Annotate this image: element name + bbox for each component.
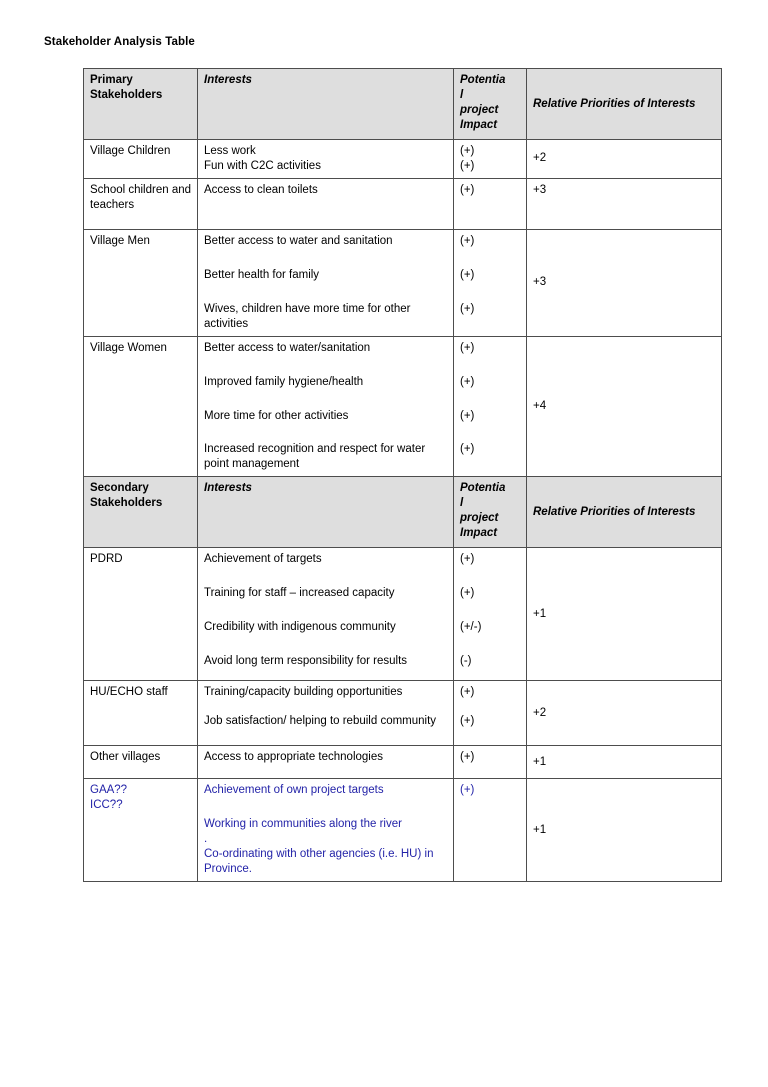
stakeholder-label: Village Children [90, 145, 171, 157]
impact-value: (+) [460, 302, 475, 315]
header-impact-line-1: Potentia [460, 482, 506, 495]
interest-item: Credibility with indigenous community [204, 621, 396, 634]
impact-value: (+) [460, 234, 475, 247]
row-impacts [454, 140, 527, 179]
row-stakeholder: Village Men [84, 229, 198, 336]
interest-item: . [204, 833, 208, 846]
row-impacts [454, 746, 527, 779]
row-impacts [454, 229, 527, 336]
row-stakeholder: Other villages [84, 746, 198, 779]
interest-item: Achievement of targets [204, 553, 322, 566]
stakeholder-label: GAA?? [90, 784, 128, 797]
interest-item: Increased recognition and respect for water point management [204, 443, 426, 471]
header-impact-line-4: Impact [460, 118, 498, 131]
row-interests [198, 178, 454, 229]
impact-value: (+) [460, 751, 475, 764]
header-secondary-relative: Relative Priorities of Interests [527, 477, 722, 548]
impact-value: (+) [460, 145, 475, 157]
impact-value: (+/-) [460, 621, 482, 634]
row-impacts [454, 681, 527, 746]
table-row [84, 548, 722, 681]
interest-item: Co-ordinating with other agencies (i.e. HU) in Province. [204, 848, 434, 876]
header-secondary-interests: Interests [198, 477, 454, 548]
stakeholder-analysis-table [83, 68, 722, 882]
impact-value: (-) [460, 655, 472, 668]
row-interests [198, 779, 454, 882]
header-impact-line-3: project [460, 512, 499, 525]
impact-value: (+) [460, 183, 475, 196]
row-priority: +3 [527, 229, 722, 336]
row-stakeholder [84, 779, 198, 882]
impact-value: (+) [460, 553, 475, 566]
impact-value: (+) [460, 409, 475, 422]
stakeholder-label: ICC?? [90, 799, 123, 812]
header-impact-line-3: project [460, 103, 499, 116]
header-primary-relative: Relative Priorities of Interests [527, 69, 722, 140]
header-secondary-impact [454, 477, 527, 548]
row-impacts [454, 779, 527, 882]
header-impact-line-2: l [460, 497, 464, 510]
impact-value: (+) [460, 375, 475, 388]
header-impact-line-4: Impact [460, 527, 498, 540]
impact-value: (+) [460, 686, 475, 699]
impact-value: (+) [460, 784, 475, 797]
row-interests [198, 229, 454, 336]
row-interests [198, 548, 454, 681]
interest-item: Wives, children have more time for other activities [204, 302, 411, 330]
impact-value: (+) [460, 715, 475, 728]
interest-item: Access to appropriate technologies [204, 751, 383, 764]
row-priority: +3 [527, 178, 722, 229]
impact-value: (+) [460, 443, 475, 456]
page-title: Stakeholder Analysis Table [44, 36, 195, 48]
row-priority: +1 [527, 548, 722, 681]
table-row [84, 140, 722, 179]
interest-item: Improved family hygiene/health [204, 375, 364, 388]
row-priority: +2 [527, 681, 722, 746]
table-row [84, 746, 722, 779]
interest-item: Training for staff – increased capacity [204, 587, 395, 600]
row-interests [198, 746, 454, 779]
row-priority: +2 [527, 140, 722, 179]
interest-item: More time for other activities [204, 409, 349, 422]
row-priority: +1 [527, 779, 722, 882]
interest-item: Achievement of own project targets [204, 784, 384, 797]
interest-item: Less work [204, 145, 256, 157]
row-impacts [454, 336, 527, 477]
header-primary-impact [454, 69, 527, 140]
table-header-primary [84, 69, 722, 140]
header-secondary-stakeholders: Secondary Stakeholders [84, 477, 198, 548]
table-row [84, 681, 722, 746]
row-stakeholder [84, 140, 198, 179]
interest-item: Better access to water/sanitation [204, 341, 371, 354]
interest-item: Fun with C2C activities [204, 159, 321, 172]
impact-value: (+) [460, 341, 475, 354]
interest-item: Better access to water and sanitation [204, 234, 393, 247]
row-priority: +4 [527, 336, 722, 477]
row-interests [198, 681, 454, 746]
impact-value: (+) [460, 159, 475, 172]
row-stakeholder: School children and teachers [84, 178, 198, 229]
table-row [84, 229, 722, 336]
interest-item: Better health for family [204, 268, 320, 281]
interest-item: Job satisfaction/ helping to rebuild community [204, 715, 437, 728]
row-priority: +1 [527, 746, 722, 779]
impact-value: (+) [460, 268, 475, 281]
table-row-highlighted [84, 779, 722, 882]
row-stakeholder: Village Women [84, 336, 198, 477]
row-interests [198, 336, 454, 477]
table-row [84, 336, 722, 477]
header-primary-interests: Interests [198, 69, 454, 140]
row-stakeholder: PDRD [84, 548, 198, 681]
row-stakeholder: HU/ECHO staff [84, 681, 198, 746]
table-row [84, 178, 722, 229]
interest-item: Access to clean toilets [204, 183, 318, 196]
header-impact-line-2: l [460, 88, 464, 101]
interest-item: Training/capacity building opportunities [204, 686, 403, 699]
header-impact-line-1: Potentia [460, 74, 506, 86]
interest-item: Avoid long term responsibility for results [204, 655, 408, 668]
interest-item: Working in communities along the river [204, 818, 402, 831]
row-impacts [454, 548, 527, 681]
table-header-secondary [84, 477, 722, 548]
impact-value: (+) [460, 587, 475, 600]
header-primary-stakeholders: Primary Stakeholders [84, 69, 198, 140]
row-impacts [454, 178, 527, 229]
row-interests [198, 140, 454, 179]
